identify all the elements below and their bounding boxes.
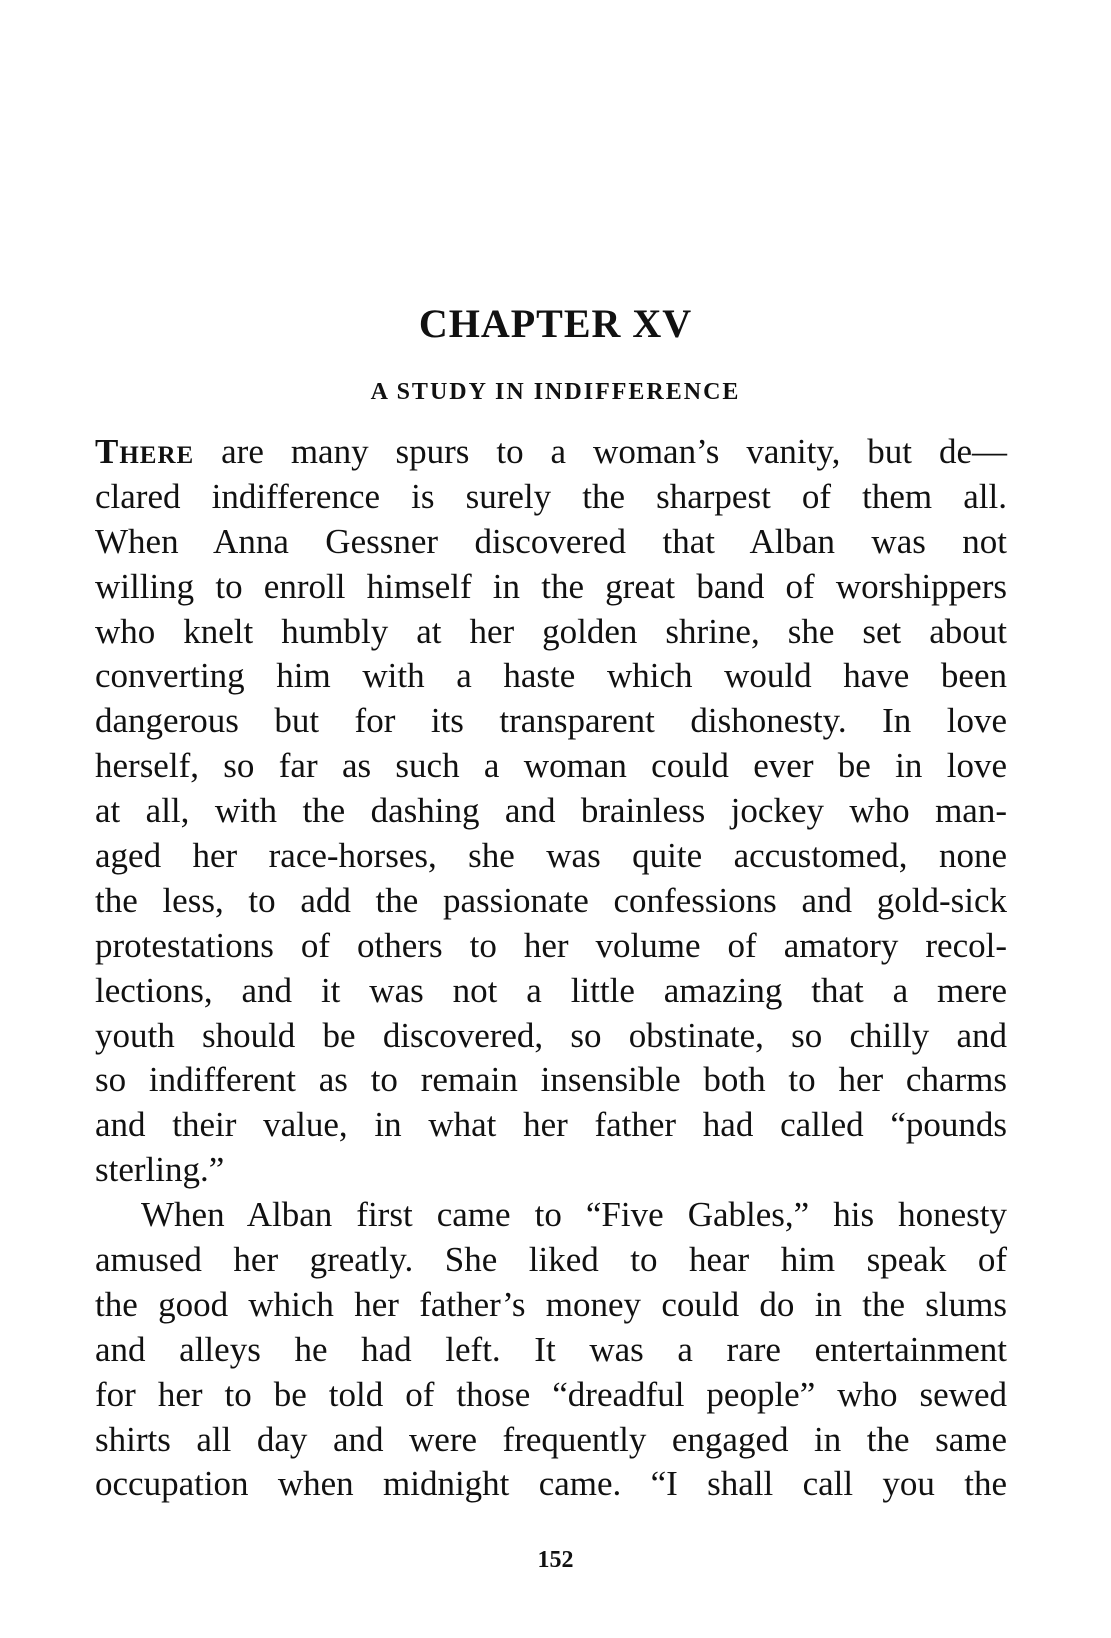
text-line-content: are many spurs to a woman’s vanity, but de— — [194, 432, 1007, 471]
text-line: youth should be discovered, so obstinate, so chilly and — [95, 1015, 1007, 1055]
text-line: who knelt humbly at her golden shrine, she set about — [95, 611, 1007, 651]
text-line — [95, 430, 1007, 475]
text-line: at all, with the dashing and brainless jockey who man- — [95, 791, 1007, 831]
text-line: and alleys he had left. It was a rare entertainment — [95, 1329, 1007, 1369]
text-line: amused her greatly. She liked to hear him speak of — [95, 1240, 1007, 1280]
text-line: and their value, in what her father had called “pounds — [95, 1105, 1007, 1145]
page-number: 152 — [537, 1547, 574, 1573]
text-line: so indifferent as to remain insensible both to her charms — [95, 1060, 1007, 1100]
chapter-subtitle: A STUDY IN INDIFFERENCE — [370, 379, 741, 405]
text-line: protestations of others to her volume of amatory recol- — [95, 925, 1007, 965]
text-line: occupation when midnight came. “I shall call you the — [95, 1464, 1007, 1504]
text-line: lections, and it was not a little amazing that a mere — [95, 970, 1007, 1010]
text-line: When Alban first came to “Five Gables,” his honesty — [141, 1195, 1007, 1235]
text-line: herself, so far as such a woman could ever be in love — [95, 746, 1007, 786]
text-line: When Anna Gessner discovered that Alban was not — [95, 521, 1007, 561]
text-line: sterling.” — [95, 1150, 225, 1190]
drop-lead-word: There — [95, 432, 195, 471]
text-line: shirts all day and were frequently engaged in the same — [95, 1419, 1007, 1459]
text-line: for her to be told of those “dreadful people” who sewed — [95, 1374, 1007, 1414]
text-line: the good which her father’s money could do in the slums — [95, 1284, 1007, 1324]
text-line: converting him with a haste which would have been — [95, 656, 1007, 696]
text-line: aged her race-horses, she was quite accustomed, none — [95, 836, 1007, 876]
chapter-title: CHAPTER XV — [418, 301, 693, 346]
text-line: clared indifference is surely the sharpest of them all. — [95, 476, 1007, 516]
text-line: the less, to add the passionate confessions and gold-sick — [95, 880, 1007, 920]
body-text — [95, 430, 1007, 1507]
text-line: dangerous but for its transparent dishonesty. In love — [95, 701, 1007, 741]
text-line: willing to enroll himself in the great band of worshippers — [95, 566, 1007, 606]
